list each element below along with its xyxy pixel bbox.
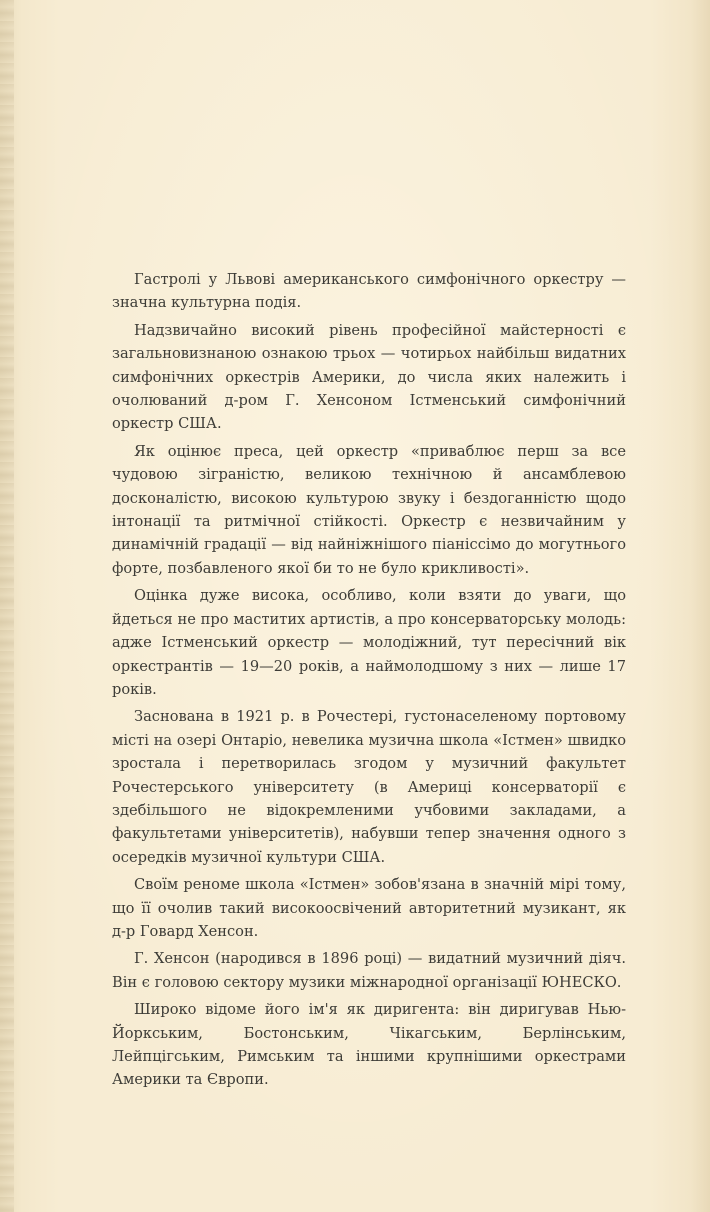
paragraph-6: Своїм реноме школа «Істмен» зобов'язана в значній мірі тому, що її очолив такий високоосвічений авторитетний музикант, як д-р Говард Хенсон. xyxy=(112,876,626,940)
paragraph-5: Заснована в 1921 р. в Рочестері, густонаселеному портовому місті на озері Онтаріо, невелика музична школа «Істмен» швидко зростала і перетворилась згодом у музичний факультет Рочестерського університету (в Америці консерваторії є здебільшого не відокремленими учбовими закладами, а факультетами університетів), набувши тепер значення одного з осередків музичної культури США. xyxy=(112,708,626,866)
paper-edge xyxy=(0,0,14,1212)
paragraph-8: Широко відоме його ім'я як диригента: він диригував Нью-Йоркським, Бостонським, Чікагським, Берлінським, Лейпцігським, Римським та іншими крупнішими оркестрами Америки та Європи. xyxy=(112,1001,626,1089)
paragraph-2: Надзвичайно високий рівень професійної майстерності є загальновизнаною ознакою трьох — чотирьох найбільш видатних симфонічних оркестрів Америки, до числа яких належить і очолюваний д-ром Г. Хенсоном Істменський симфонічний оркестр США. xyxy=(112,321,626,433)
paragraph-7: Г. Хенсон (народився в 1896 році) — видатний музичний діяч. Він є головою сектору музики міжнародної організації ЮНЕСКО. xyxy=(112,950,626,991)
paragraph-3: Як оцінює преса, цей оркестр «приваблює перш за все чудовою зіграністю, великою технічною й ансамблевою досконалістю, високою культурою звуку і бездоганністю щодо інтонації та ритмічної стійкості. Оркестр є незвичайним у динамічній градації — від найніжнішого піаніссімо до могутнього форте, позбавленого якої би то не було крикливості». xyxy=(112,442,626,577)
body-text xyxy=(112,268,626,1096)
paragraph-4: Оцінка дуже висока, особливо, коли взяти до уваги, що йдеться не про маститих артистів, а про консерваторську молодь: адже Істменський оркестр — молодіжний, тут пересічний вік оркестрантів — 19—20 років, а наймолодшому з них — лише 17 років. xyxy=(112,587,626,698)
paragraph-1: Гастролі у Львові американського симфонічного оркестру — значна культурна подія. xyxy=(112,271,626,312)
